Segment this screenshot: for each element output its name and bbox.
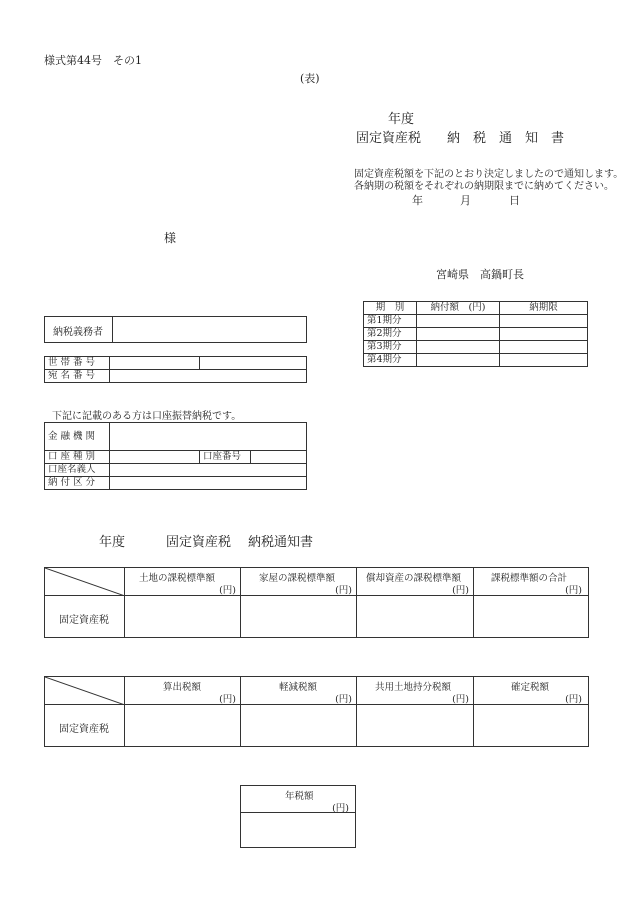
inst-row-4: 第4期分: [364, 354, 417, 367]
tax-base-header-depreciable: 償却資産の課税標準額: [366, 573, 462, 584]
bank-note: 下記に記載のある方は口座振替納税です。: [52, 411, 242, 422]
tax-amount-unit-1: (円): [219, 694, 236, 705]
account-holder-label: 口座名義人: [45, 464, 110, 477]
tax-base-unit-3: (円): [452, 585, 469, 596]
notice-text-1: 固定資産税額を下記のとおり決定しましたので通知します。: [354, 169, 624, 180]
recipient-suffix: 様: [164, 231, 177, 245]
tax-base-unit-1: (円): [219, 585, 236, 596]
address-no-label: 宛 名 番 号: [45, 370, 110, 383]
notice-title: 固定資産税 納 税 通 知 書: [356, 131, 565, 146]
tax-amount-table: [44, 676, 589, 747]
tax-base-row-label: 固定資産税: [59, 615, 109, 626]
annual-tax-box: [240, 785, 356, 848]
tax-amount-header-final: 確定税額: [511, 682, 550, 693]
account-no-label: 口座番号: [200, 451, 251, 464]
diagonal-line: [45, 677, 125, 705]
household-no-extra: [200, 357, 307, 370]
tax-amount-row-label: 固定資産税: [59, 724, 109, 735]
account-type-value: [110, 451, 200, 464]
household-no-label: 世 帯 番 号: [45, 357, 110, 370]
inst-row-2: 第2期分: [364, 328, 417, 341]
account-holder-value: [110, 464, 307, 477]
taxpayer-box: [44, 316, 307, 343]
bank-institution-value: [110, 423, 307, 451]
payment-category-value: [110, 477, 307, 490]
tax-amount-unit-2: (円): [335, 694, 352, 705]
inst-header-deadline: 納期限: [500, 302, 588, 315]
tax-base-unit-4: (円): [565, 585, 582, 596]
inst-row-1: 第1期分: [364, 315, 417, 328]
date-month: 月: [460, 194, 471, 207]
tax-base-header-house: 家屋の課税標準額: [259, 573, 336, 584]
section-title: 納税通知書: [248, 535, 314, 550]
bank-institution-label: 金 融 機 関: [45, 423, 110, 451]
account-no-value: [251, 451, 307, 464]
date-day: 日: [509, 194, 520, 207]
tax-amount-unit-4: (円): [565, 694, 582, 705]
section-tax: 固定資産税: [166, 535, 232, 550]
tax-base-header-land: 土地の課税標準額: [139, 573, 216, 584]
notice-year-label: 年度: [388, 112, 415, 127]
side-label: (表): [300, 72, 320, 85]
inst-row-3: 第3期分: [364, 341, 417, 354]
tax-base-header-total: 課税標準額の合計: [491, 573, 568, 584]
tax-amount-header-shared-land: 共用土地持分税額: [375, 682, 452, 693]
account-type-label: 口 座 種 別: [45, 451, 110, 464]
address-no-value: [110, 370, 307, 383]
annual-tax-unit: (円): [332, 803, 349, 814]
payment-category-label: 納 付 区 分: [45, 477, 110, 490]
tax-amount-unit-3: (円): [452, 694, 469, 705]
tax-base-table: [44, 567, 589, 638]
taxpayer-label: 納税義務者: [53, 327, 103, 338]
issuer: 宮崎県 高鍋町長: [436, 268, 524, 281]
inst-header-period: 期 別: [364, 302, 417, 315]
inst-header-amount: 納付額 (円): [417, 302, 500, 315]
notice-text-2: 各納期の税額をそれぞれの納期限までに納めてください。: [354, 181, 614, 192]
annual-tax-label: 年税額: [285, 791, 314, 802]
installments-table: [363, 301, 588, 367]
bank-table: [44, 422, 307, 490]
household-table: [44, 356, 307, 383]
tax-amount-header-calculated: 算出税額: [163, 682, 202, 693]
section-year: 年度: [99, 535, 126, 550]
tax-amount-header-reduction: 軽減税額: [279, 682, 318, 693]
diagonal-line: [45, 568, 125, 596]
form-id: 様式第44号 その1: [44, 54, 142, 67]
tax-base-unit-2: (円): [335, 585, 352, 596]
date-year: 年: [412, 194, 423, 207]
household-no-value: [110, 357, 200, 370]
